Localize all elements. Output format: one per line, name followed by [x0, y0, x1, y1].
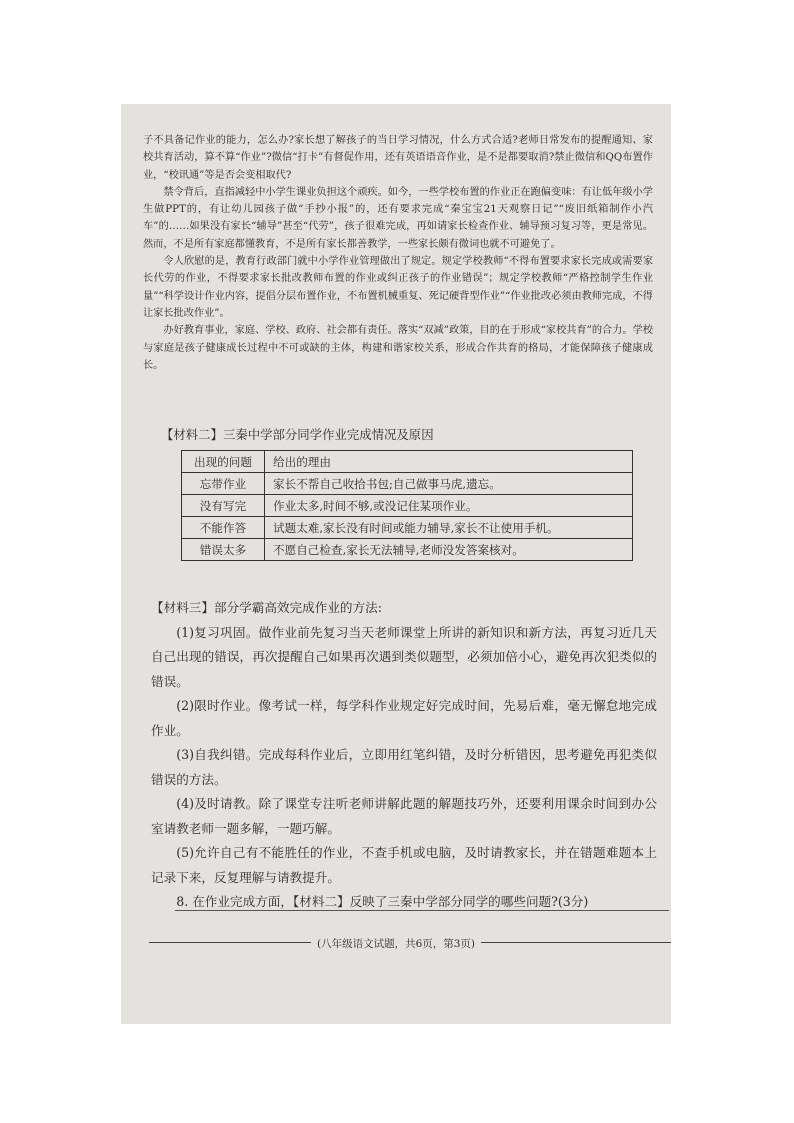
method-item: (4)及时请教。除了课堂专注听老师讲解此题的解题技巧外，还要利用课余时间到办公室请教老师一题多解，一题巧解。	[151, 796, 657, 836]
issue-cell: 不能作答	[182, 517, 265, 539]
column-header-reason: 给出的理由	[265, 451, 633, 473]
table-row	[182, 517, 633, 539]
column-header-issue: 出现的问题	[182, 451, 265, 473]
issue-cell: 忘带作业	[182, 473, 265, 495]
exam-page-photo	[121, 104, 671, 1024]
table-row	[182, 473, 633, 495]
method-item: (3)自我纠错。完成每科作业后，立即用红笔纠错，及时分析错因，思考避免再犯类似错误的方法。	[151, 747, 657, 787]
table-row	[182, 539, 633, 561]
material-two-heading: 【材料二】三秦中学部分同学作业完成情况及原因	[161, 427, 434, 442]
paragraph: 令人欣慰的是，教育行政部门就中小学作业管理做出了规定。规定学校教师“不得布置要求家长完成或需要家长代劳的作业，不得要求家长批改教师布置的作业或纠正孩子的作业错误”；规定学校教师“严格控制学生作业量”“科学设计作业内容，提倡分层布置作业，不布置机械重复、死记硬背型作业”“作业批改必须由教师完成，不得让家长批改作业”。	[143, 256, 653, 319]
paragraph: 禁令背后，直指减轻中小学生课业负担这个顽疾。如今，一些学校布置的作业正在跑偏变味：有让低年级小学生做PPT的，有让幼儿园孩子做“手抄小报”的，还有要求完成“秦宝宝21天观察日记”“废旧纸箱制作小汽车”的……如果没有家长“辅导”甚至“代劳”，孩子很难完成，再如请家长检查作业、辅导预习复习等，更是常见。然而，不是所有家庭都懂教育，不是所有家长都善教学，一些家长颇有微词也就不可避免了。	[143, 186, 653, 250]
table-header-row	[182, 451, 633, 473]
material-three-heading: 【材料三】部分学霸高效完成作业的方法:	[151, 600, 382, 615]
question-8: 8. 在作业完成方面，【材料二】反映了三秦中学部分同学的哪些问题?(3分)	[176, 894, 589, 909]
paragraph: 办好教育事业，家庭、学校、政府、社会都有责任。落实“双减”政策，目的在于形成“家校共育”的合力。学校与家庭是孩子健康成长过程中不可或缺的主体，构建和谐家校关系，形成合作共育的格局，才能保障孩子健康成长。	[143, 325, 653, 371]
material-three-text	[151, 596, 657, 915]
reasons-table	[181, 450, 633, 561]
page-footer	[121, 936, 671, 951]
table-row	[182, 495, 633, 517]
reason-cell: 试题太难,家长没有时间或能力辅导,家长不让使用手机。	[265, 517, 633, 539]
method-item: (1)复习巩固。做作业前先复习当天老师课堂上所讲的新知识和新方法，再复习近几天自己出现的错误，再次提醒自己如果再次遇到类似题型，必须加倍小心，避免再次犯类似的错误。	[151, 624, 657, 689]
material-one-text	[143, 132, 653, 374]
reason-cell: 家长不帮自己收拾书包;自己做事马虎,遗忘。	[265, 473, 633, 495]
issue-cell: 错误太多	[182, 539, 265, 561]
reason-cell: 作业太多,时间不够,或没记住某项作业。	[265, 495, 633, 517]
paragraph: 子不具备记作业的能力，怎么办?家长想了解孩子的当日学习情况，什么方式合适?老师日常发布的提醒通知、家校共育活动，算不算“作业”?微信“打卡”有督促作用，还有英语语音作业，是不是都要取消?禁止微信和QQ布置作业，“校讯通”等是否会变相取代?	[143, 135, 653, 181]
method-item: (5)允许自己有不能胜任的作业，不查手机或电脑，及时请教家长，并在错题难题本上记录下来，反复理解与请教提升。	[151, 845, 657, 885]
reason-cell: 不愿自己检查,家长无法辅导,老师没发答案核对。	[265, 539, 633, 561]
issue-cell: 没有写完	[182, 495, 265, 517]
method-item: (2)限时作业。像考试一样，每学科作业规定好完成时间，先易后难，毫无懈怠地完成作业。	[151, 698, 657, 738]
footer-text: (八年级语文试题，共6页，第3页)	[311, 938, 481, 950]
answer-line[interactable]	[175, 910, 669, 911]
